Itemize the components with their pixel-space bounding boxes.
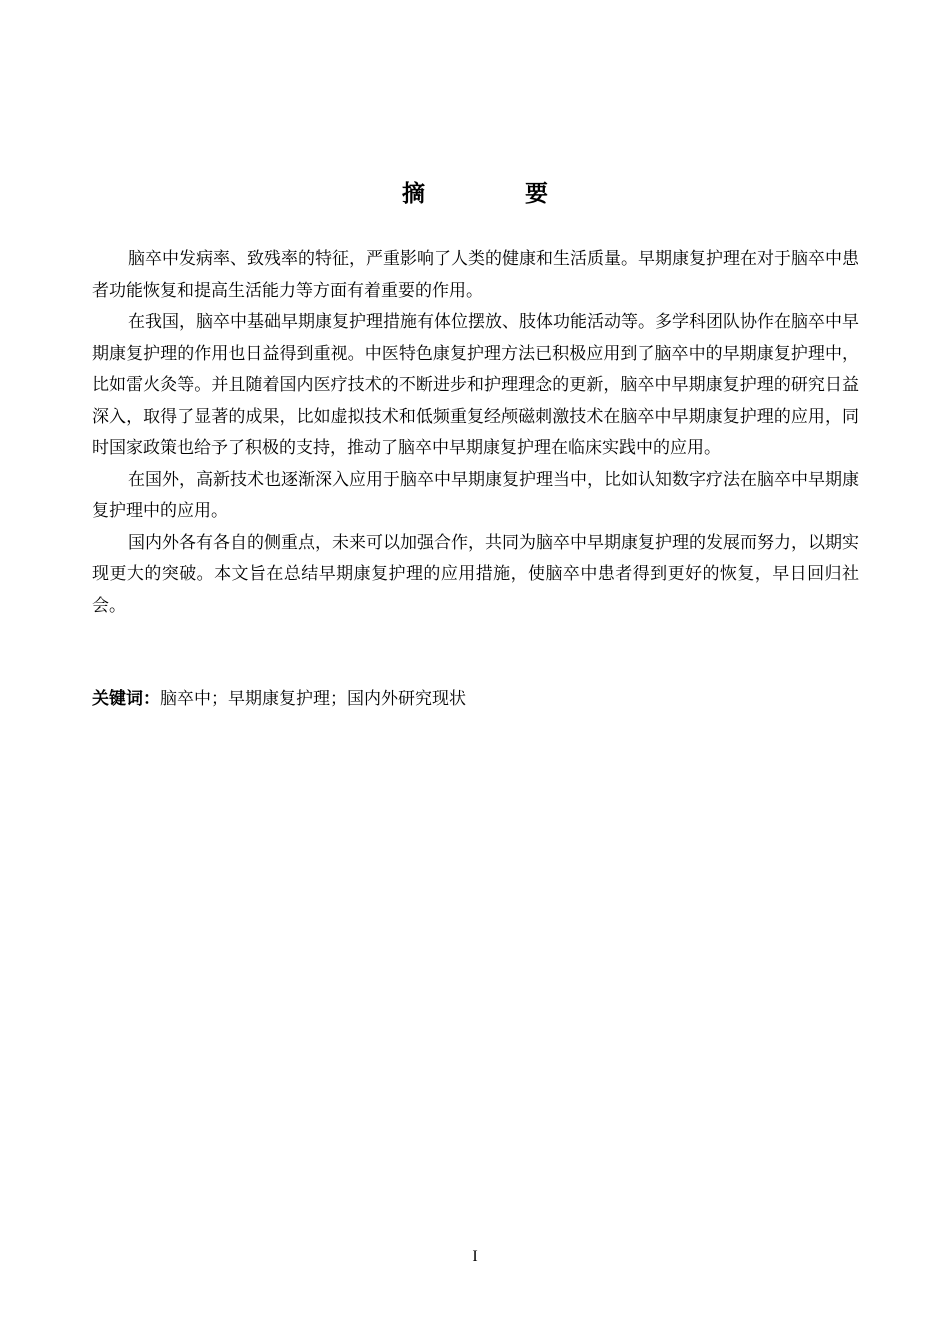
- abstract-paragraph-2: 在我国，脑卒中基础早期康复护理措施有体位摆放、肢体功能活动等。多学科团队协作在脑卒中早期康复护理的作用也日益得到重视。中医特色康复护理方法已积极应用到了脑卒中的早期康复护理中，比如雷火灸等。并且随着国内医疗技术的不断进步和护理理念的更新，脑卒中早期康复护理的研究日益深入，取得了显著的成果，比如虚拟技术和低频重复经颅磁刺激技术在脑卒中早期康复护理的应用，同时国家政策也给予了积极的支持，推动了脑卒中早期康复护理在临床实践中的应用。: [92, 312, 859, 458]
- abstract-paragraph-3: 在国外，高新技术也逐渐深入应用于脑卒中早期康复护理当中，比如认知数字疗法在脑卒中早期康复护理中的应用。: [92, 469, 859, 521]
- abstract-paragraph-1: 脑卒中发病率、致残率的特征，严重影响了人类的健康和生活质量。早期康复护理在对于脑卒中患者功能恢复和提高生活能力等方面有着重要的作用。: [92, 249, 859, 301]
- abstract-title: 摘 要: [401, 181, 594, 207]
- keywords-text: 脑卒中；早期康复护理；国内外研究现状: [160, 689, 466, 709]
- keywords-line: [92, 684, 859, 714]
- abstract-body: [92, 244, 859, 622]
- abstract-paragraph-4: 国内外各有各自的侧重点，未来可以加强合作，共同为脑卒中早期康复护理的发展而努力，以期实现更大的突破。本文旨在总结早期康复护理的应用措施，使脑卒中患者得到更好的恢复，早日回归社会。: [92, 532, 859, 616]
- keywords-label: 关键词：: [92, 689, 160, 709]
- page-number: I: [472, 1248, 478, 1265]
